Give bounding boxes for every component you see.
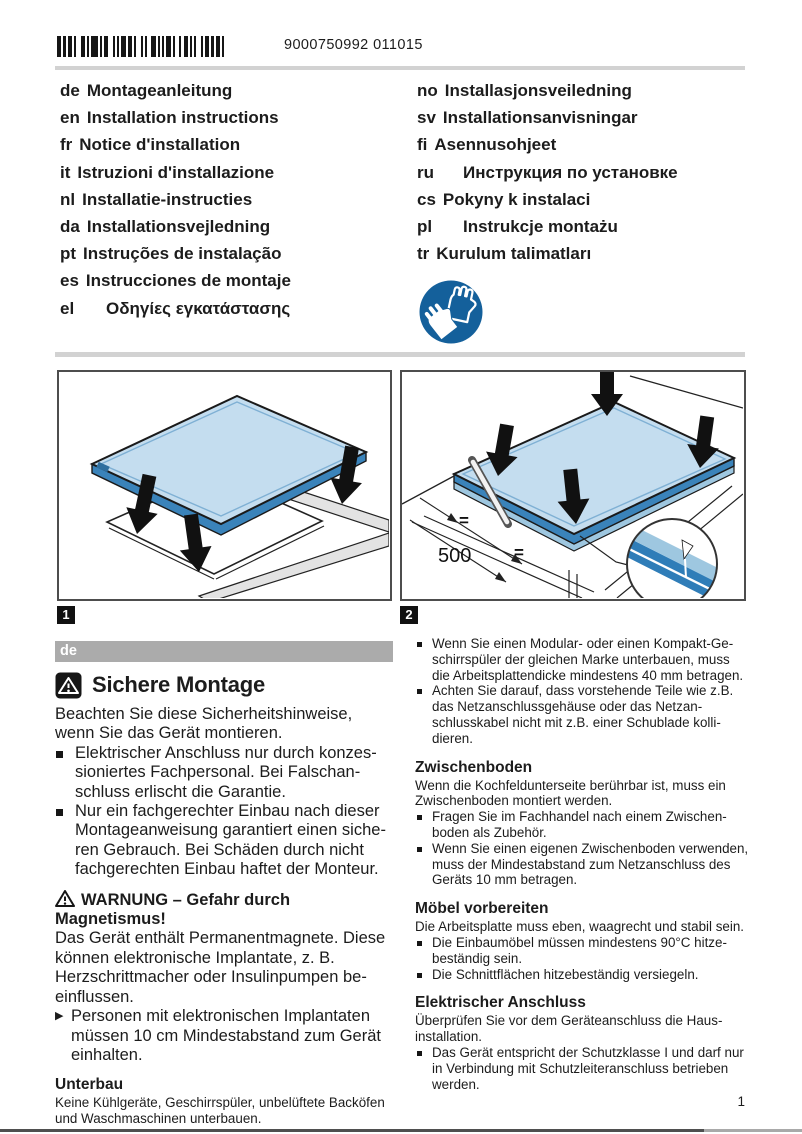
equals-label: = [514, 543, 524, 562]
page-title: Sichere Montage [92, 672, 266, 697]
section-moebel [415, 900, 750, 982]
language-row-en [60, 104, 291, 131]
section-divider [55, 352, 745, 357]
language-tag-bar: de [55, 641, 393, 662]
lang-label: Installatie-instructies [82, 189, 253, 209]
language-row-fr [60, 131, 291, 158]
list-item: Achten Sie darauf, dass vorstehende Teile wie z.B. das Netzanschlussgehäuse oder das Netzanschlusskabel nicht mit z.B. einer Schublade kollidieren. [415, 683, 750, 746]
lang-label: Instruções de instalação [83, 244, 282, 264]
section-heading: Möbel vorbereiten [415, 900, 549, 918]
lang-code: en [60, 108, 80, 128]
language-row-el [60, 295, 291, 322]
lang-label: Installation instructions [86, 108, 279, 128]
language-list-right [417, 77, 678, 267]
safety-bullet: Elektrischer Anschluss nur durch konzessioniertes Fachpersonal. Bei Falschanschluss erlischt die Garantie. [55, 744, 393, 802]
next-page-edge [0, 1129, 704, 1132]
list-item: Die Einbaumöbel müssen mindestens 90°C hitzebeständig sein. [415, 935, 750, 967]
list-item: Das Gerät entspricht der Schutzklasse I und darf nur in Verbindung mit Schutzleiteranschluss betrieben werden. [415, 1045, 750, 1092]
lang-label: Инструкция по установке [463, 162, 678, 182]
language-row-da [60, 213, 291, 240]
lang-code: tr [417, 244, 430, 264]
figure-1-illustration [59, 372, 389, 598]
section-heading: Elektrischer Anschluss [415, 994, 586, 1012]
lang-code: fi [417, 135, 428, 155]
lang-label: Kurulum talimatları [436, 244, 592, 264]
next-page-edge-light [704, 1129, 802, 1132]
lang-code: de [60, 81, 80, 100]
lang-code: it [60, 162, 71, 182]
bullet-marker [56, 751, 63, 758]
warning-triangle-icon [55, 889, 75, 907]
safe-mounting-heading-row [55, 670, 393, 700]
lang-code: pl [417, 217, 433, 237]
lang-code: sv [417, 108, 436, 128]
dimension-label-500: 500 [438, 545, 472, 567]
lang-code: ru [417, 162, 434, 182]
figure-2-panel [400, 370, 746, 601]
bullet-marker [417, 973, 422, 978]
lang-label: Notice d'installation [79, 135, 241, 155]
lang-code: da [60, 217, 80, 237]
language-row-no [417, 77, 678, 104]
language-row-de [60, 77, 291, 104]
lang-code: el [60, 298, 75, 318]
lang-code: no [417, 81, 438, 100]
figure-1-panel [57, 370, 392, 601]
list-item: Fragen Sie im Fachhandel nach einem Zwischenboden als Zubehör. [415, 809, 750, 841]
warning-action: ▶ Personen mit elektronischen Implantaten müssen 10 cm Mindestabstand zum Gerät einhalten. [55, 1007, 381, 1064]
lang-label: Pokyny k instalaci [442, 189, 591, 209]
lang-label: Installasjonsveiledning [444, 81, 632, 100]
warning-heading: WARNUNG – Gefahr durch Magnetismus! [55, 890, 291, 929]
safety-bullet: Nur ein fachgerechter Einbau nach dieser Montageanweisung garantiert einen sicheren Gebrauch. Bei Schäden durch nicht fachgerechten Einbau haftet der Monteur. [55, 802, 393, 880]
lang-label: Installationsanvisningar [442, 108, 638, 128]
section-text: Die Arbeitsplatte muss eben, waagrecht und stabil sein. [415, 919, 744, 935]
lang-label: Asennusohjeet [434, 135, 557, 155]
language-row-cs [417, 186, 678, 213]
language-row-pl [417, 213, 678, 240]
list-item: Wenn Sie einen Modular- oder einen Kompakt-Geschirrspüler der gleichen Marke unterbauen, muss die Arbeitsplattendicke mindestens 40 mm betragen. [415, 636, 750, 683]
equals-label: = [459, 511, 469, 530]
language-row-ru [417, 159, 678, 186]
list-item: Wenn Sie einen eigenen Zwischenboden verwenden, muss der Mindestabstand zum Netzanschluss des Geräts 10 mm betragen. [415, 841, 750, 888]
bullet-marker [56, 809, 63, 816]
bullet-marker [417, 642, 422, 647]
lang-code: cs [417, 189, 436, 209]
bullet-marker [417, 689, 422, 694]
warning-action-list [55, 1007, 393, 1065]
language-row-tr [417, 240, 678, 267]
language-row-es [60, 267, 291, 294]
action-arrow-marker: ▶ [55, 1010, 64, 1023]
lang-label: Instrukcje montażu [463, 217, 618, 237]
figure-2-badge: 2 [400, 606, 418, 624]
intro-text: Beachten Sie diese Sicherheitshinweise, wenn Sie das Gerät montieren. [55, 705, 353, 743]
header-divider [55, 66, 745, 70]
left-column [55, 641, 393, 1127]
safety-bullet-list [55, 744, 393, 880]
language-row-pt [60, 240, 291, 267]
warning-text: Das Gerät enthält Permanentmagnete. Diese können elektronische Implantate, z. B. Herzschrittmacher oder Insulinpumpen beeinflussen. [55, 929, 386, 1006]
section-zwischenboden [415, 759, 750, 889]
language-row-sv [417, 104, 678, 131]
lang-label: Istruzioni d'installazione [77, 162, 275, 182]
warning-box-icon [55, 672, 82, 699]
language-row-it [60, 159, 291, 186]
section-text: Überprüfen Sie vor dem Geräteanschluss die Hausinstallation. [415, 1013, 723, 1045]
barcode [57, 36, 229, 57]
bullet-marker [417, 847, 422, 852]
language-list-left [60, 77, 291, 322]
lang-label: Installationsvejledning [86, 217, 271, 237]
bullet-marker [417, 941, 422, 946]
section-anschluss [415, 994, 750, 1092]
lang-code: pt [60, 244, 77, 264]
list-item: Die Schnittflächen hitzebeständig versiegeln. [415, 967, 750, 983]
lang-label: Montageanleitung [86, 81, 233, 100]
lang-code: es [60, 271, 79, 291]
right-column [415, 636, 750, 1092]
unterbau-heading: Unterbau [55, 1076, 124, 1094]
product-code: 9000750992 011015 [284, 37, 423, 53]
page-number: 1 [737, 1094, 745, 1109]
figure-2-illustration [402, 372, 743, 598]
bullet-marker [417, 815, 422, 820]
lang-code: fr [60, 135, 73, 155]
section-heading: Zwischenboden [415, 758, 533, 776]
language-row-fi [417, 131, 678, 158]
section-text: Wenn die Kochfeldunterseite berührbar ist, muss ein Zwischenboden montiert werden. [415, 777, 726, 809]
lang-code: nl [60, 189, 76, 209]
unterbau-bullet-list [415, 636, 750, 747]
lang-label: Instrucciones de montaje [85, 271, 291, 291]
language-row-nl [60, 186, 291, 213]
bullet-marker [417, 1051, 422, 1056]
lang-label: Οδηγίες εγκατάστασης [106, 298, 291, 318]
figure-1-badge: 1 [57, 606, 75, 624]
wear-protective-gloves-icon [418, 279, 484, 345]
unterbau-text: Keine Kühlgeräte, Geschirrspüler, unbelüftete Backöfen und Waschmaschinen unterbauen. [55, 1095, 385, 1127]
